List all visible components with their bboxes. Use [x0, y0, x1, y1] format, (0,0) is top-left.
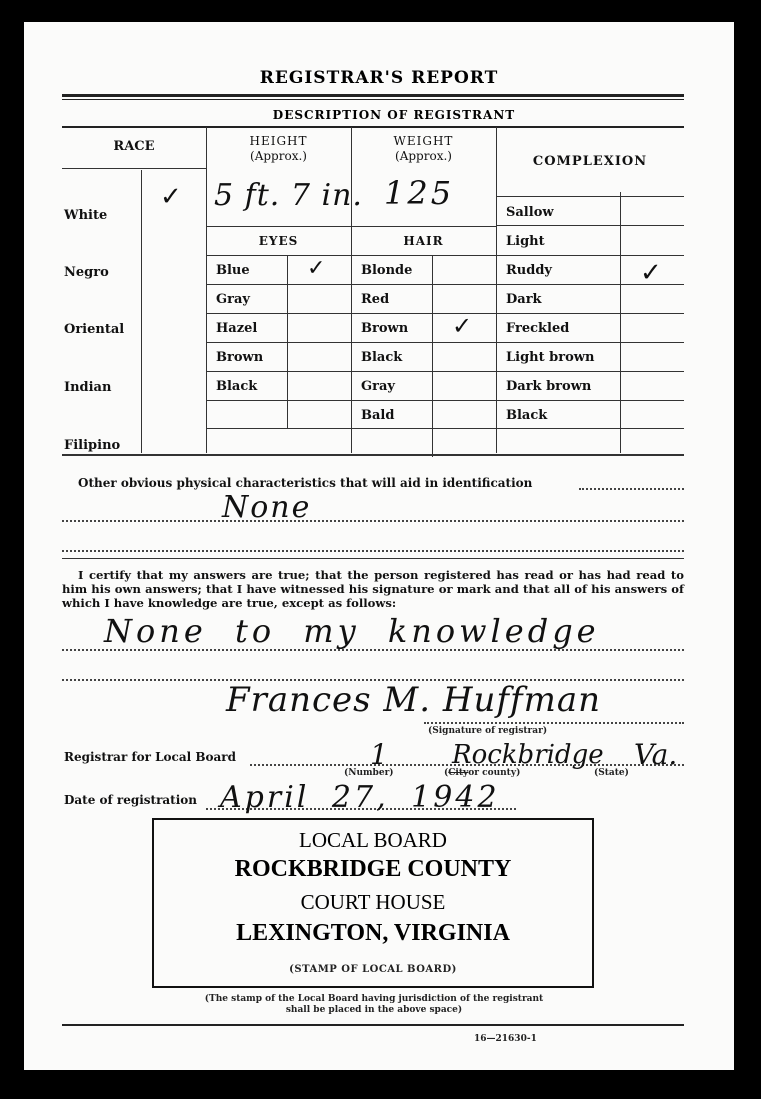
bottom-rule [62, 1024, 684, 1026]
weight-value: 125 [384, 174, 455, 212]
board-number: 1 [370, 738, 388, 771]
county-caption: (Cityor county) [444, 768, 521, 778]
complexion-light-brown: Light brown [506, 350, 595, 365]
county-caption-county: or county) [468, 768, 521, 778]
complexion-sallow: Sallow [506, 205, 554, 220]
complexion-dark: Dark [506, 292, 542, 307]
registrar-report-card [24, 22, 734, 1070]
height-approx: (Approx.) [250, 149, 307, 163]
eyes-brown: Brown [216, 350, 264, 365]
number-caption: (Number) [344, 768, 394, 778]
footnote-line-1: (The stamp of the Local Board having jurisdiction of the registrant [204, 994, 544, 1004]
race-white: White [64, 208, 108, 223]
certification-text: I certify that my answers are true; that the person registered has read or has had read to him his own answers; that I have witnessed his signature or mark and that all of his answers of which I have knowledge are true, except as follows: [62, 568, 684, 610]
complexion-dark-brown: Dark brown [506, 379, 592, 394]
eyes-blue-check: ✓ [307, 256, 326, 281]
table-top-rule [62, 126, 684, 128]
other-dots-1 [579, 488, 684, 490]
eyes-blue: Blue [216, 263, 250, 278]
state-value: Va. [634, 738, 678, 771]
other-characteristics-label: Other obvious physical characteristics that will aid in identification [78, 476, 533, 490]
race-negro: Negro [64, 265, 109, 280]
complexion-black: Black [506, 408, 548, 423]
eyes-header: EYES [258, 234, 299, 248]
complexion-light: Light [506, 234, 545, 249]
section-rule [62, 558, 684, 559]
other-characteristics-value: None [222, 490, 312, 525]
title-rule-thin [62, 99, 684, 100]
height-value: 5 ft. 7 in. [214, 178, 363, 213]
race-oriental: Oriental [64, 322, 125, 337]
stamp-court-house: COURT HOUSE [300, 890, 446, 914]
hair-brown: Brown [361, 321, 409, 336]
date-value: April 27, 1942 [220, 780, 500, 815]
signature-caption: (Signature of registrar) [428, 726, 548, 736]
height-header: HEIGHT [249, 134, 308, 148]
eyes-gray: Gray [216, 292, 250, 307]
complexion-header: COMPLEXION [532, 154, 648, 169]
eyes-hazel: Hazel [216, 321, 258, 336]
title-rule [62, 94, 684, 97]
registrar-signature: Frances M. Huffman [226, 680, 601, 720]
date-label: Date of registration [64, 793, 198, 807]
county-value: Rockbridge [452, 740, 604, 770]
weight-approx: (Approx.) [395, 149, 452, 163]
stamp-city: LEXINGTON, VIRGINIA [236, 920, 510, 946]
complexion-ruddy-check: ✓ [640, 258, 662, 288]
county-caption-city: City [448, 768, 469, 778]
hair-gray: Gray [361, 379, 395, 394]
race-indian: Indian [64, 380, 112, 395]
subtitle: DESCRIPTION OF REGISTRANT [272, 108, 516, 122]
stamp-caption: (STAMP OF LOCAL BOARD) [289, 964, 457, 975]
footnote-line-2: shall be placed in the above space) [285, 1005, 463, 1015]
page-title: REGISTRAR'S REPORT [259, 68, 499, 88]
form-number: 16—21630-1 [474, 1034, 537, 1044]
hair-blonde: Blonde [361, 263, 413, 278]
exceptions-dots-1 [62, 649, 684, 651]
race-header: RACE [113, 139, 155, 154]
complexion-freckled: Freckled [506, 321, 570, 336]
hair-bald: Bald [361, 408, 395, 423]
hair-brown-check: ✓ [452, 312, 473, 340]
registrar-label: Registrar for Local Board [64, 750, 237, 764]
race-filipino: Filipino [64, 438, 121, 453]
stamp-county: ROCKBRIDGE COUNTY [234, 856, 512, 882]
state-caption: (State) [594, 768, 629, 778]
other-dots-2 [62, 520, 684, 522]
other-dots-3 [62, 550, 684, 552]
race-white-check: ✓ [160, 182, 182, 212]
eyes-black: Black [216, 379, 258, 394]
weight-header: WEIGHT [393, 134, 454, 148]
exceptions-value: None to my knowledge [104, 612, 600, 650]
stamp-local-board: LOCAL BOARD [299, 828, 447, 852]
hair-black: Black [361, 350, 403, 365]
hair-header: HAIR [403, 234, 444, 248]
signature-line [424, 722, 684, 724]
hair-red: Red [361, 292, 390, 307]
complexion-ruddy: Ruddy [506, 263, 552, 278]
